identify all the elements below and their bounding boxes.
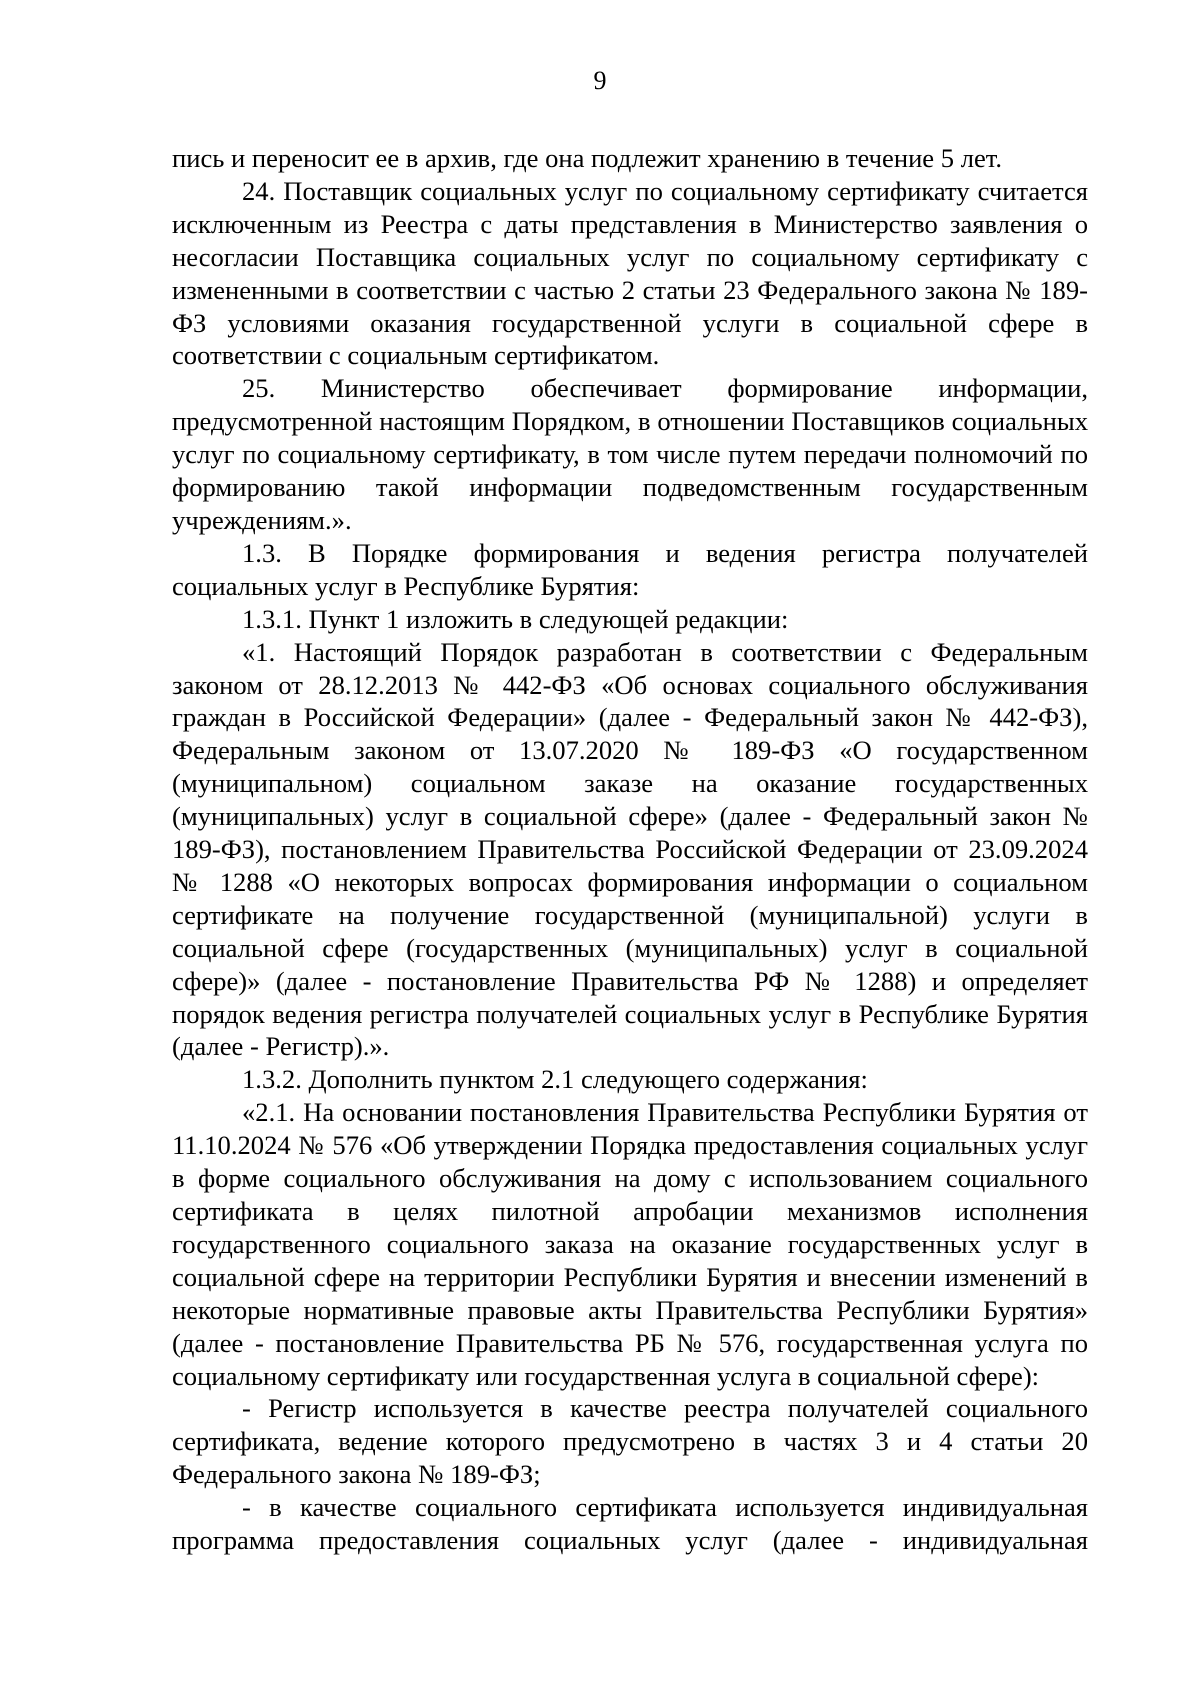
document-body — [172, 142, 1088, 1557]
paragraph-item-25: 25. Министерство обеспечивает формирование информации, предусмотренной настоящим Порядком, в отношении Поставщиков социальных услуг по социальному сертификату, в том числе путем передачи полномочий по формированию такой информации подведомственным государственным учреждениям.». — [172, 373, 1088, 535]
paragraph-continuation: пись и переносит ее в архив, где она подлежит хранению в течение 5 лет. — [172, 143, 1003, 173]
paragraph-section-1-3-1: 1.3.1. Пункт 1 изложить в следующей редакции: — [242, 603, 789, 634]
paragraph-item-24: 24. Поставщик социальных услуг по социальному сертификату считается исключенным из Реестра с даты представления в Министерство заявления о несогласии Поставщика социальных услуг по социальному сертификату с измененными в соответствии с частью 2 статьи 23 Федерального закона № 189-ФЗ условиями оказания государственной услуги в социальной сфере в соответствии с социальным сертификатом. — [172, 175, 1088, 371]
page-number: 9 — [593, 66, 607, 95]
paragraph-bullet-certificate: - в качестве социального сертификата используется индивидуальная программа предоставления социальных услуг (далее - индивидуальная — [172, 1492, 1088, 1556]
paragraph-section-1-3-2: 1.3.2. Дополнить пунктом 2.1 следующего содержания: — [242, 1064, 868, 1095]
paragraph-quoted-item-1: «1. Настоящий Порядок разработан в соответствии с Федеральным законом от 28.12.2013 № 442-ФЗ «Об основах социального обслуживания граждан в Российской Федерации» (далее - Федеральный закон № 442-ФЗ), Федеральным законом от 13.07.2020 № 189-ФЗ «О государственном (муниципальном) социальном заказе на оказание государственных (муниципальных) услуг в социальной сфере» (далее - Федеральный закон № 189-ФЗ), постановлением Правительства Российской Федерации от 23.09.2024 № 1288 «О некоторых вопросах формирования информации о социальном сертификате на получение государственной (муниципальной) услуги в социальной сфере (государственных (муниципальных) услуг в социальной сфере)» (далее - постановление Правительства РФ № 1288) и определяет порядок ведения регистра получателей социальных услуг в Республике Бурятия (далее - Регистр).». — [172, 636, 1088, 1062]
paragraph-bullet-register: - Регистр используется в качестве реестра получателей социального сертификата, ведение которого предусмотрено в частях 3 и 4 статьи 20 Федерального закона № 189-ФЗ; — [172, 1393, 1088, 1490]
paragraph-quoted-item-2-1: «2.1. На основании постановления Правительства Республики Бурятия от 11.10.2024 № 576 «Об утверждении Порядка предоставления социальных услуг в форме социального обслуживания на дому с использованием социального сертификата в целях пилотной апробации механизмов исполнения государственного социального заказа на оказание государственных услуг в социальной сфере на территории Республики Бурятия и внесении изменений в некоторые нормативные правовые акты Правительства Республики Бурятия» (далее - постановление Правительства РБ № 576, государственная услуга по социальному сертификату или государственная услуга в социальной сфере): — [172, 1097, 1088, 1391]
paragraph-section-1-3: 1.3. В Порядке формирования и ведения регистра получателей социальных услуг в Республике Бурятия: — [172, 537, 1088, 601]
